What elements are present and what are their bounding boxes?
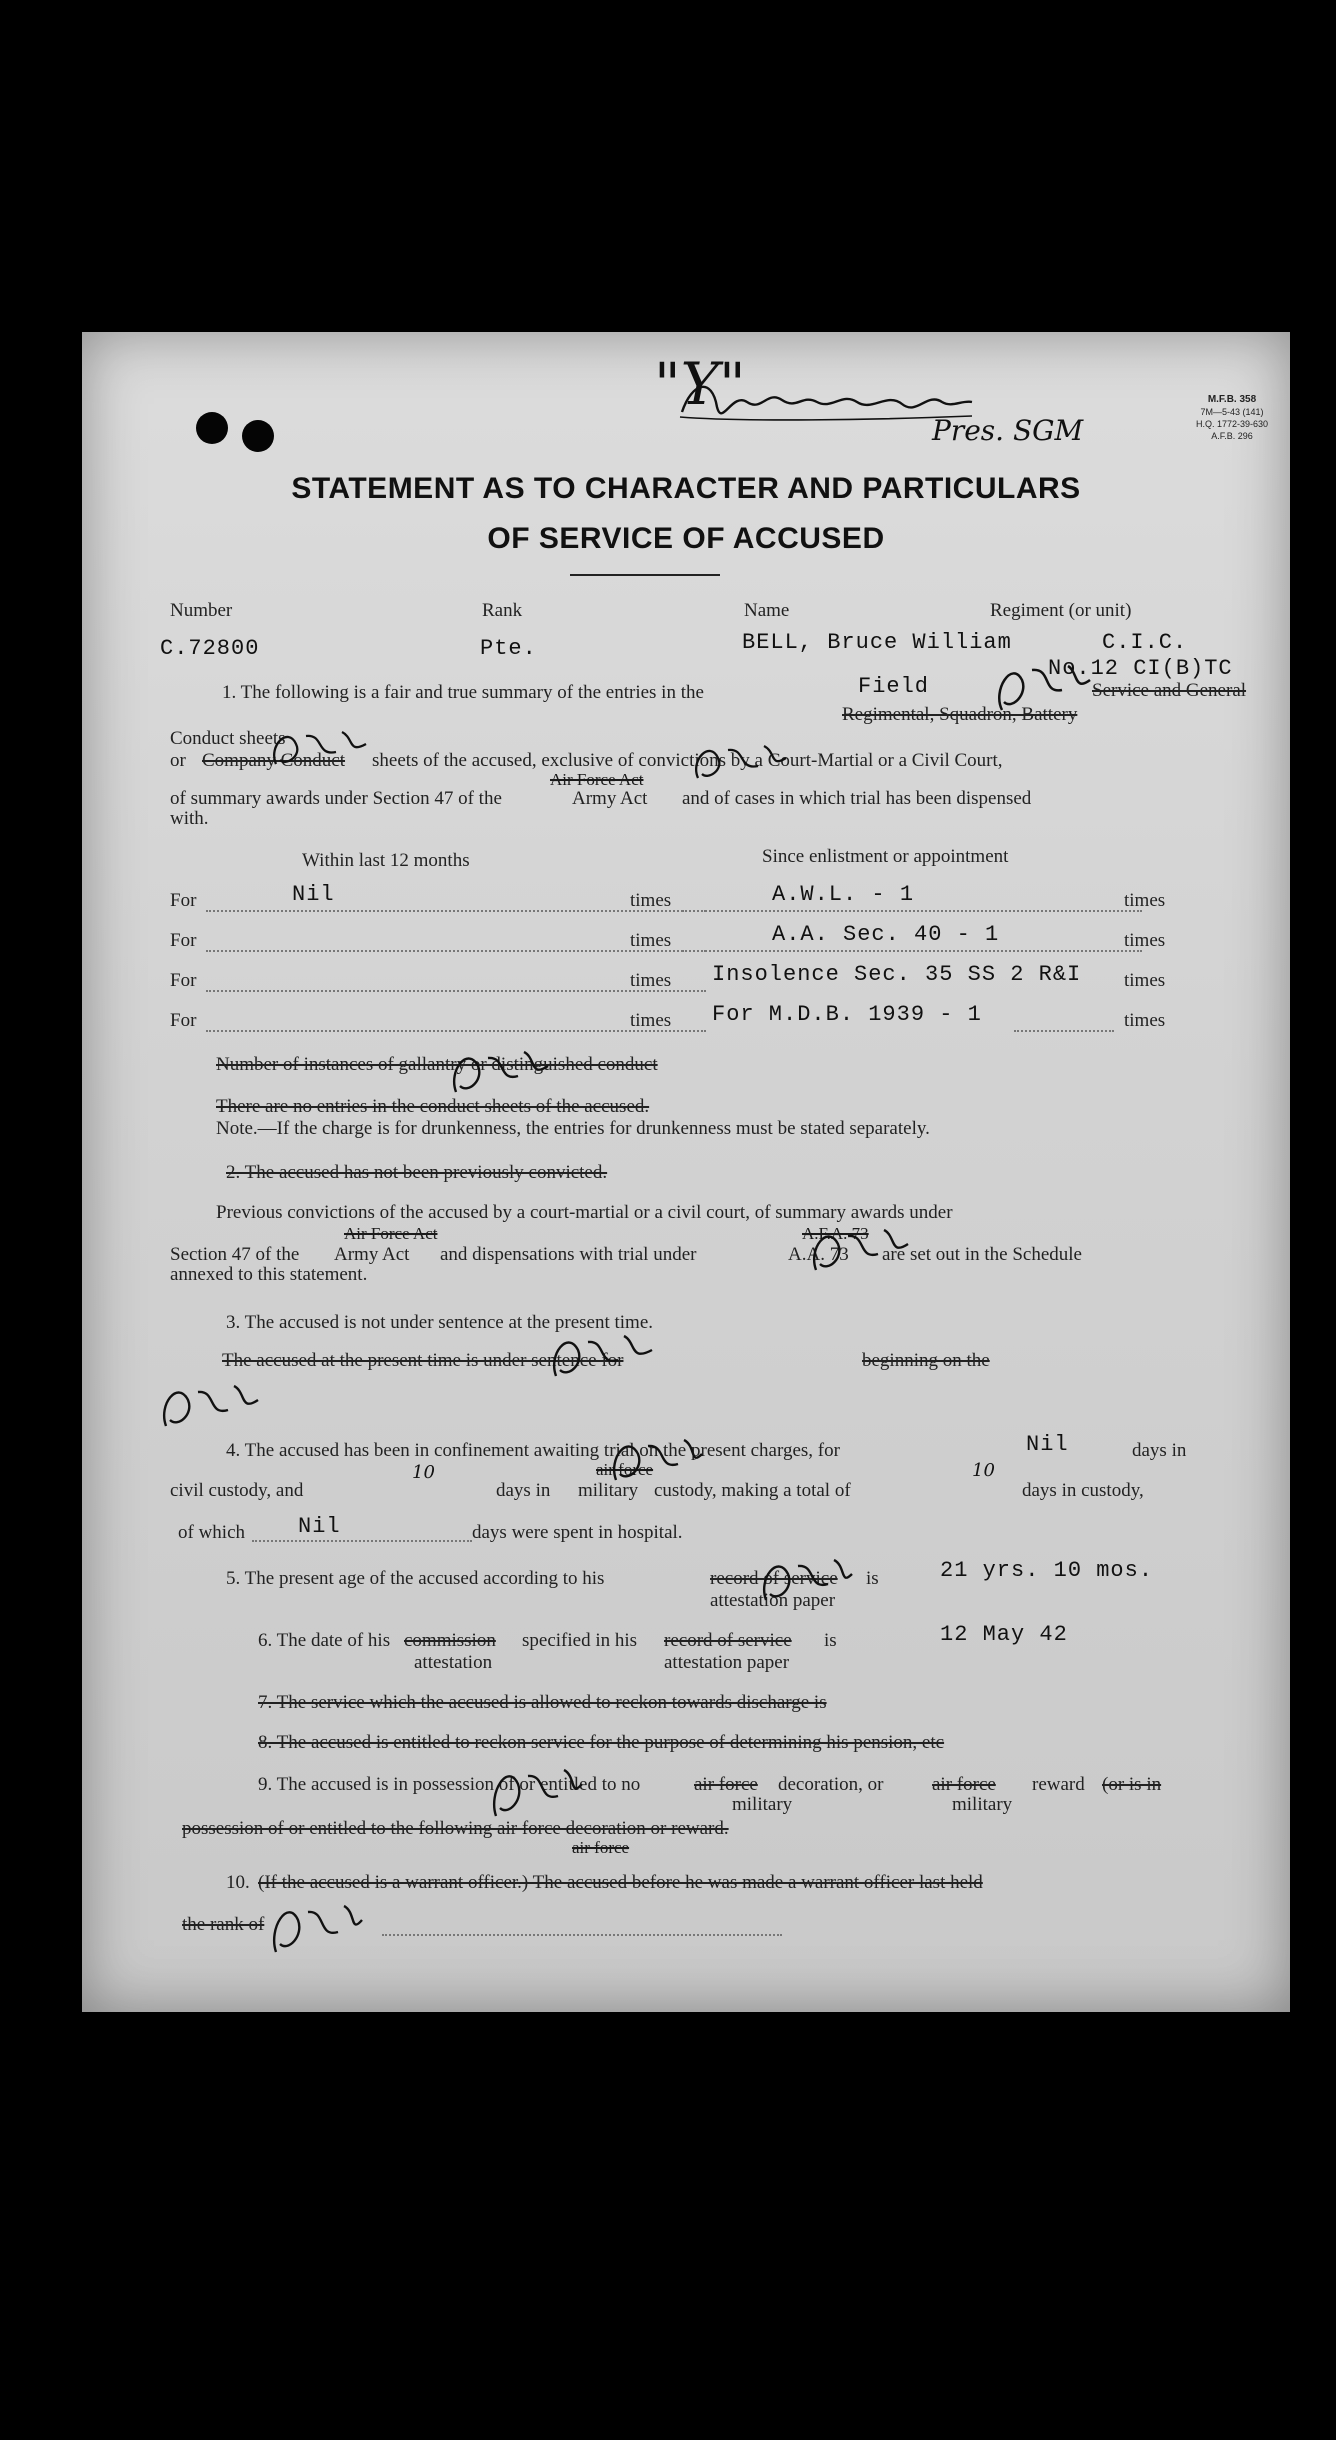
struck-air-force: air force [932, 1774, 996, 1795]
section4-text-b-post: custody, making a total of [654, 1480, 851, 1501]
title-underline [570, 574, 720, 576]
initials-stamp [152, 1372, 272, 1432]
dotted-line [252, 1540, 472, 1542]
section1-text-c-post: and of cases in which trial has been dispensed [682, 788, 1032, 809]
struck-or-is-in: (or is in [1102, 1774, 1162, 1795]
form-id: M.F.B. 358 [1207, 394, 1257, 405]
attestation-paper-replacement: attestation paper [710, 1590, 836, 1611]
section2-text-a: Previous convictions of the accused by a court-martial or a civil court, of summary awards under [216, 1202, 953, 1223]
punch-hole-right [242, 420, 274, 452]
right-entry: For M.D.B. 1939 - 1 [712, 1002, 982, 1027]
section4-text-c: days were spent in hospital. [472, 1522, 683, 1543]
left-entry-nil: Nil [292, 882, 335, 907]
form-code-block [1182, 394, 1282, 442]
is-word: is [866, 1568, 879, 1589]
initials-stamp [262, 720, 382, 770]
initials-stamp [752, 1546, 862, 1606]
days-in-label: days in [1132, 1440, 1187, 1461]
struck-section8: 8. The accused is entitled to reckon service for the purpose of determining his pension, etc [258, 1732, 945, 1753]
struck-company-conduct: Company Conduct [202, 750, 346, 771]
times-label: times [1124, 1010, 1166, 1031]
since-enlistment-heading: Since enlistment or appointment [762, 846, 1009, 867]
rank-label: Rank [482, 600, 523, 621]
for-label: For [170, 970, 197, 991]
page-title: STATEMENT AS TO CHARACTER AND PARTICULARS [291, 472, 1081, 505]
times-label: times [630, 930, 672, 951]
struck-commission: commission [404, 1630, 496, 1651]
form-code-line: A.F.B. 296 [1211, 431, 1253, 441]
struck-service-general: Service and General [1092, 680, 1247, 701]
struck-afa-73: A.F.A. 73 [802, 1224, 869, 1243]
military-replacement: military [952, 1794, 1013, 1815]
struck-air-force: air force [596, 1460, 654, 1479]
initials-stamp [982, 650, 1102, 720]
section2-text-b-mid: and dispensations with trial under [440, 1244, 697, 1265]
dotted-line [682, 950, 1142, 952]
initials-stamp [262, 1888, 372, 1958]
military-replacement: military [732, 1794, 793, 1815]
regiment-value-line2: No.12 CI(B)TC [1048, 656, 1233, 681]
total-custody-days: 10 [972, 1460, 995, 1481]
times-label: times [1124, 890, 1166, 911]
initials-stamp [802, 1216, 922, 1276]
army-act-text: Army Act [334, 1244, 410, 1265]
initials-stamp [542, 1322, 672, 1382]
section6-text-b: specified in his [522, 1630, 638, 1651]
section2-text-c: annexed to this statement. [170, 1264, 368, 1285]
initials-stamp [482, 1752, 592, 1822]
or-word: or [170, 750, 186, 771]
field-word: Field [858, 674, 930, 699]
right-entry: Insolence Sec. 35 SS 2 R&I [712, 962, 1082, 987]
right-entry: A.A. Sec. 40 - 1 [772, 922, 1000, 947]
for-label: For [170, 890, 197, 911]
within-12-months-heading: Within last 12 months [302, 850, 470, 871]
struck-rank-of: the rank of [182, 1914, 265, 1935]
civil-custody-days: Nil [1026, 1432, 1069, 1457]
struck-record-of-service: record of service [664, 1630, 792, 1651]
presented-note: Pres. SGM [932, 414, 1084, 447]
struck-air-force: air force [694, 1774, 758, 1795]
service-number: C.72800 [160, 636, 260, 661]
section4-text-b-mid: days in [496, 1480, 551, 1501]
conduct-sheets-label: Conduct sheets [170, 728, 286, 749]
dotted-line [1014, 1030, 1114, 1032]
struck-air-force: air force [572, 1838, 630, 1857]
struck-section7: 7. The service which the accused is allowed to reckon towards discharge is [258, 1692, 827, 1713]
section4-text-a: 4. The accused has been in confinement awaiting trial on the present charges, for [226, 1440, 840, 1461]
times-label: times [1124, 930, 1166, 951]
military-custody-days: 10 [412, 1462, 435, 1483]
section9-text-a: 9. The accused is in possession of or entitled to no [258, 1774, 641, 1795]
right-entry: A.W.L. - 1 [772, 882, 915, 907]
military-word: military [578, 1480, 639, 1501]
attestation-date-value: 12 May 42 [940, 1622, 1068, 1647]
struck-beginning-on: beginning on the [862, 1350, 990, 1371]
section1-text-c-pre: of summary awards under Section 47 of the [170, 788, 502, 809]
struck-regimental: Regimental, Squadron, Battery [842, 704, 1078, 725]
section1-text-b: sheets of the accused, exclusive of convictions by a Court-Martial or a Civil Court, [372, 750, 1003, 771]
dotted-line [682, 910, 1142, 912]
times-label: times [630, 1010, 672, 1031]
hospital-days: Nil [298, 1514, 341, 1539]
times-label: times [630, 970, 672, 991]
aa-73-text: A.A. 73 [788, 1244, 849, 1265]
is-word: is [824, 1630, 837, 1651]
drunkenness-note: Note.—If the charge is for drunkenness, the entries for drunkenness must be stated separately. [216, 1118, 930, 1139]
file-mark-annotation: "Y" [654, 350, 746, 418]
initials-stamp [686, 734, 796, 784]
section9-text-b: decoration, or [778, 1774, 884, 1795]
struck-no-entries-line: There are no entries in the conduct sheets of the accused. [216, 1096, 650, 1117]
section4-text-b-pre: civil custody, and [170, 1480, 304, 1501]
section5-text: 5. The present age of the accused according to his [226, 1568, 605, 1589]
struck-air-force-act: Air Force Act [550, 770, 644, 789]
section6-text-a: 6. The date of his [258, 1630, 391, 1651]
initials-stamp [602, 1426, 712, 1486]
section1-text-d: with. [170, 808, 209, 829]
section1-intro: 1. The following is a fair and true summary of the entries in the [222, 682, 704, 703]
for-label: For [170, 930, 197, 951]
army-act-text: Army Act [572, 788, 648, 809]
struck-record-of-service: record of service [710, 1568, 838, 1589]
name-value: BELL, Bruce William [742, 630, 1012, 655]
form-code-line: 7M—5-43 (141) [1200, 407, 1264, 417]
struck-air-force-act: Air Force Act [344, 1224, 438, 1243]
punch-hole-left [196, 412, 228, 444]
rank-value: Pte. [480, 636, 537, 661]
attestation-replacement: attestation [414, 1652, 493, 1673]
struck-possession-line: possession of or entitled to the following air force decoration or reward. [182, 1818, 729, 1839]
page-subtitle: OF SERVICE OF ACCUSED [487, 522, 885, 555]
struck-not-convicted: 2. The accused has not been previously convicted. [226, 1162, 608, 1183]
section2-text-b-post: are set out in the Schedule [882, 1244, 1082, 1265]
age-value: 21 yrs. 10 mos. [940, 1558, 1154, 1583]
of-which-label: of which [178, 1522, 246, 1543]
times-label: times [630, 890, 672, 911]
section2-text-b-pre: Section 47 of the [170, 1244, 300, 1265]
section9-text-c: reward [1032, 1774, 1085, 1795]
regiment-label: Regiment (or unit) [990, 600, 1132, 621]
for-label: For [170, 1010, 197, 1031]
attestation-paper-replacement: attestation paper [664, 1652, 790, 1673]
struck-warrant-officer: (If the accused is a warrant officer.) The accused before he was made a warrant officer last held [258, 1872, 983, 1893]
dotted-line [382, 1934, 782, 1936]
name-label: Name [744, 600, 790, 621]
form-code-line: H.Q. 1772-39-630 [1195, 419, 1269, 429]
struck-gallantry-line: Number of instances of gallantry or distinguished conduct [216, 1054, 658, 1075]
section10-num: 10. [226, 1872, 250, 1893]
times-label: times [1124, 970, 1166, 991]
initials-stamp [442, 1038, 562, 1098]
regiment-value: C.I.C. [1102, 630, 1188, 655]
struck-under-sentence: The accused at the present time is under sentence for [222, 1350, 624, 1371]
number-label: Number [170, 600, 233, 621]
days-in-custody-label: days in custody, [1022, 1480, 1144, 1501]
document-page [82, 332, 1290, 2012]
section3-text: 3. The accused is not under sentence at the present time. [226, 1312, 653, 1333]
